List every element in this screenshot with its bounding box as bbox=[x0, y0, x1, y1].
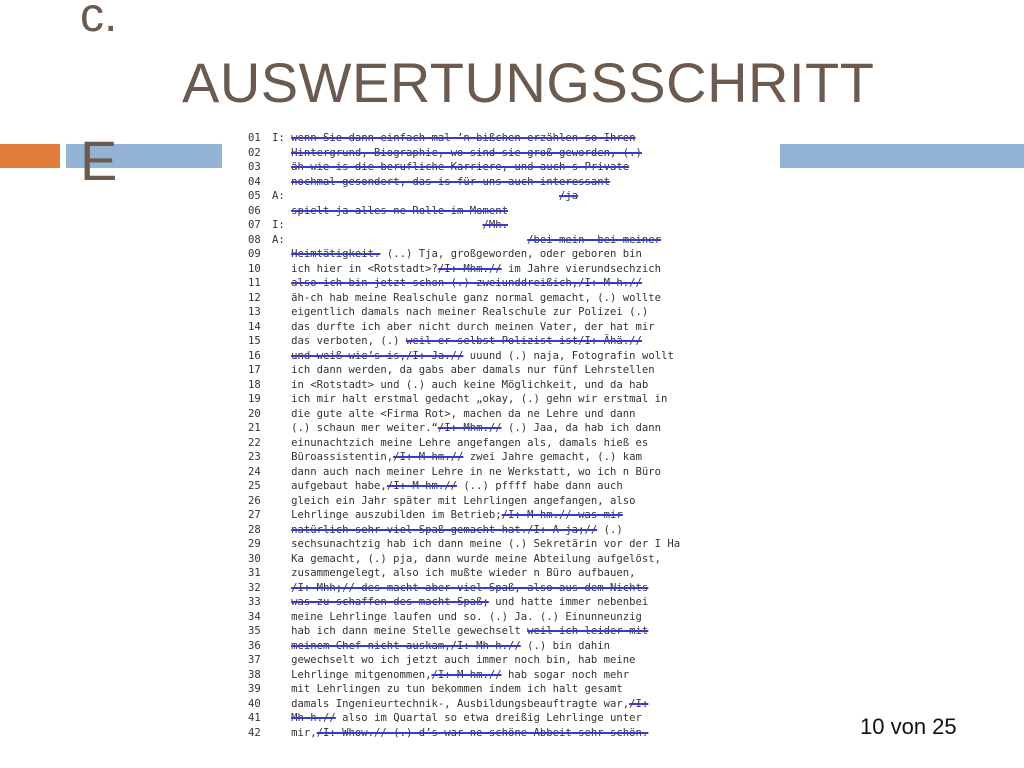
transcript-line bbox=[248, 392, 778, 407]
line-text bbox=[272, 233, 778, 248]
line-number: 08 bbox=[248, 233, 261, 246]
struck-text: was zu schaffen des macht Spaß; bbox=[291, 596, 489, 608]
text-segment bbox=[272, 161, 291, 173]
line-number: 20 bbox=[248, 407, 261, 420]
line-number: 35 bbox=[248, 625, 261, 637]
line-number: 10 bbox=[248, 262, 261, 275]
line-text bbox=[272, 291, 778, 306]
transcript-line bbox=[248, 726, 778, 741]
text-segment: A: bbox=[272, 233, 528, 246]
text-segment: ich dann werden, da gabs aber damals nur fünf Lehrstellen bbox=[272, 364, 655, 376]
transcript-line bbox=[248, 363, 778, 378]
transcript-line bbox=[248, 639, 778, 654]
line-text bbox=[272, 639, 778, 654]
text-segment: sechsunachtzig hab ich dann meine (.) Sekretärin vor der I Ha bbox=[272, 538, 681, 550]
struck-text: natürlich sehr viel Spaß gemacht hat./I: A-ja;// bbox=[291, 523, 598, 536]
struck-text: wenn Sie dann einfach mal ’n bißchen erzählen so Ihren bbox=[291, 132, 636, 144]
line-text bbox=[272, 334, 778, 349]
transcript-line bbox=[248, 465, 778, 480]
line-text bbox=[272, 247, 778, 262]
line-text bbox=[272, 465, 778, 480]
transcript-line bbox=[248, 479, 778, 494]
transcript-line bbox=[248, 378, 778, 393]
accent-bar-blue-right bbox=[780, 144, 1024, 168]
line-text bbox=[272, 436, 778, 451]
text-segment: (.) bbox=[597, 523, 623, 536]
line-text bbox=[272, 595, 778, 610]
text-segment: das durfte ich aber nicht durch meinen Vater, der hat mir bbox=[272, 320, 655, 333]
text-segment bbox=[272, 147, 291, 159]
line-number: 12 bbox=[248, 291, 261, 304]
transcript-line bbox=[248, 131, 778, 146]
text-segment: meine Lehrlinge laufen und so. (.) Ja. (.) Einunneunzig bbox=[272, 610, 642, 623]
line-text bbox=[272, 668, 778, 683]
line-text bbox=[272, 508, 778, 523]
line-text bbox=[272, 320, 778, 335]
struck-text: /Mh. bbox=[482, 219, 508, 231]
line-number: 04 bbox=[248, 175, 261, 188]
text-segment: hab ich dann meine Stelle gewechselt bbox=[272, 625, 528, 637]
transcript-line bbox=[248, 508, 778, 523]
struck-text: /I: Whow.// (.) d’s war ne schöne Abbeit sehr schön. bbox=[316, 726, 649, 739]
line-text bbox=[272, 262, 778, 277]
text-segment: im Jahre vierundsechzich bbox=[501, 262, 662, 275]
line-text bbox=[272, 378, 778, 393]
transcript-line bbox=[248, 450, 778, 465]
text-segment: einunachtzich meine Lehre angefangen als, damals hieß es bbox=[272, 436, 649, 449]
text-segment: mir, bbox=[272, 726, 317, 739]
line-text bbox=[272, 552, 778, 567]
line-number: 22 bbox=[248, 436, 261, 449]
struck-text: und weiß wie’s is,/I: Ja.// bbox=[291, 349, 464, 362]
struck-text: /I: M-hm.// was mir bbox=[501, 509, 623, 521]
text-segment bbox=[272, 277, 291, 289]
line-text bbox=[272, 523, 778, 538]
line-number: 39 bbox=[248, 683, 261, 695]
text-segment bbox=[272, 640, 291, 652]
transcript-line bbox=[248, 320, 778, 335]
page-title-continuation: E bbox=[80, 129, 118, 192]
line-number: 01 bbox=[248, 132, 261, 144]
line-text bbox=[272, 624, 778, 639]
text-segment: aufgebaut habe, bbox=[272, 480, 387, 492]
struck-text: /I: M-hm.// bbox=[431, 668, 502, 681]
text-segment bbox=[272, 205, 291, 217]
transcript-line bbox=[248, 262, 778, 277]
line-text bbox=[272, 726, 778, 741]
line-text bbox=[272, 711, 778, 726]
text-segment: A: bbox=[272, 190, 560, 202]
line-number: 03 bbox=[248, 161, 261, 173]
text-segment bbox=[272, 712, 291, 724]
struck-text: Hintergrund, Biographie, wo sind sie groß geworden, (.) bbox=[291, 146, 642, 159]
text-segment: Lehrlinge mitgenommen, bbox=[272, 668, 432, 681]
line-text bbox=[272, 421, 778, 436]
line-number: 40 bbox=[248, 697, 261, 710]
text-segment: (..) Tja, großgeworden, oder geboren bin bbox=[380, 248, 642, 260]
line-number: 31 bbox=[248, 567, 261, 579]
struck-text: meinem Chef nicht auskam,/I: Mh-h.// bbox=[291, 639, 521, 652]
transcript-line bbox=[248, 436, 778, 451]
line-number: 25 bbox=[248, 480, 261, 492]
transcript-line bbox=[248, 697, 778, 712]
transcript-line bbox=[248, 233, 778, 248]
text-segment: Büroassistentin, bbox=[272, 451, 394, 463]
accent-bar-orange bbox=[0, 144, 60, 168]
transcript-line bbox=[248, 668, 778, 683]
line-text bbox=[272, 392, 778, 407]
line-number: 24 bbox=[248, 465, 261, 478]
struck-text: /I: Mhh;// des macht aber viel Spaß, also aus dem Nichts bbox=[291, 581, 649, 594]
struck-text: äh wie is die berufliche Karriere, und auch s Private bbox=[291, 161, 630, 173]
line-text bbox=[272, 581, 778, 596]
line-text bbox=[272, 204, 778, 219]
line-number: 32 bbox=[248, 581, 261, 594]
text-segment: (.) bin dahin bbox=[520, 639, 611, 652]
struck-text: /ja bbox=[559, 190, 579, 202]
text-segment: hab sogar noch mehr bbox=[501, 668, 630, 681]
line-number: 07 bbox=[248, 219, 261, 231]
line-number: 18 bbox=[248, 378, 261, 391]
transcript-line bbox=[248, 682, 778, 697]
text-segment: damals Ingenieurtechnik-, Ausbildungsbeauftragte war, bbox=[272, 697, 630, 710]
line-number: 28 bbox=[248, 523, 261, 536]
text-segment: das verboten, (.) bbox=[272, 335, 406, 347]
line-number: 02 bbox=[248, 146, 261, 159]
struck-text: /I: Mhm.// bbox=[437, 422, 502, 434]
transcript-line bbox=[248, 552, 778, 567]
transcript-line bbox=[248, 175, 778, 190]
transcript-line bbox=[248, 494, 778, 509]
text-segment: I: bbox=[272, 132, 292, 144]
struck-text: /bei mein- bei meiner bbox=[527, 233, 662, 246]
text-segment: I: bbox=[272, 219, 483, 231]
line-number: 06 bbox=[248, 204, 261, 217]
struck-text: /I: bbox=[629, 697, 649, 710]
text-segment: also im Quartal so etwa dreißig Lehrlinge unter bbox=[335, 712, 642, 724]
transcript-line bbox=[248, 334, 778, 349]
line-text bbox=[272, 494, 778, 509]
line-number: 21 bbox=[248, 422, 261, 434]
line-text bbox=[272, 450, 778, 465]
transcript-line bbox=[248, 711, 778, 726]
line-number: 34 bbox=[248, 610, 261, 623]
transcript-line bbox=[248, 421, 778, 436]
interview-transcript bbox=[248, 131, 778, 740]
text-segment bbox=[272, 596, 291, 608]
struck-text: /I: M-hm.// bbox=[386, 480, 457, 492]
page-number: 10 von 25 bbox=[860, 714, 957, 739]
transcript-line bbox=[248, 566, 778, 581]
line-text bbox=[272, 407, 778, 422]
line-number: 19 bbox=[248, 393, 261, 405]
line-number: 16 bbox=[248, 349, 261, 362]
text-segment: und hatte immer nebenbei bbox=[488, 596, 649, 608]
struck-text: Mh-h.// bbox=[291, 712, 336, 724]
line-number: 33 bbox=[248, 596, 261, 608]
transcript-line bbox=[248, 610, 778, 625]
line-text bbox=[272, 175, 778, 190]
text-segment: eigentlich damals nach meiner Realschule zur Polizei (.) bbox=[272, 306, 649, 318]
text-segment: (..) pffff habe dann auch bbox=[456, 480, 623, 492]
text-segment bbox=[272, 176, 291, 188]
line-number: 14 bbox=[248, 320, 261, 333]
text-segment: gleich ein Jahr später mit Lehrlingen angefangen, also bbox=[272, 494, 636, 507]
struck-text: /I: M-hm.// bbox=[393, 451, 464, 463]
transcript-line bbox=[248, 407, 778, 422]
line-text bbox=[272, 363, 778, 378]
struck-text: weil er selbst Polizist ist/I: Ähä.// bbox=[405, 335, 642, 347]
struck-text: nochmal gesondert, das is für uns auch interessant bbox=[291, 175, 611, 188]
transcript-line bbox=[248, 291, 778, 306]
text-segment: mit Lehrlingen zu tun bekommen indem ich halt gesamt bbox=[272, 683, 623, 695]
line-text bbox=[272, 146, 778, 161]
line-number: 23 bbox=[248, 451, 261, 463]
page-title: AUSWERTUNGSSCHRITT bbox=[182, 51, 875, 114]
transcript-line bbox=[248, 624, 778, 639]
transcript-line bbox=[248, 305, 778, 320]
transcript-line bbox=[248, 204, 778, 219]
text-segment: dann auch nach meiner Lehre in ne Werkstatt, wo ich n Büro bbox=[272, 465, 662, 478]
line-text bbox=[272, 305, 778, 320]
transcript-line bbox=[248, 276, 778, 291]
line-number: 36 bbox=[248, 639, 261, 652]
transcript-line bbox=[248, 595, 778, 610]
text-segment: zwei Jahre gemacht, (.) kam bbox=[463, 451, 642, 463]
line-number: 42 bbox=[248, 726, 261, 739]
text-segment bbox=[272, 248, 291, 260]
text-segment: ich mir halt erstmal gedacht „okay, (.) gehn wir erstmal in bbox=[272, 393, 668, 405]
text-segment: zusammengelegt, also ich mußte wieder n Büro aufbauen, bbox=[272, 567, 636, 579]
line-number: 37 bbox=[248, 654, 261, 666]
text-segment: (.) schaun mer weiter.“ bbox=[272, 422, 438, 434]
line-text bbox=[272, 349, 778, 364]
line-number: 15 bbox=[248, 335, 261, 347]
text-segment bbox=[272, 524, 291, 536]
line-number: 11 bbox=[248, 277, 261, 289]
line-text bbox=[272, 218, 778, 233]
text-segment: in <Rotstadt> und (.) auch keine Möglichkeit, und da hab bbox=[272, 378, 649, 391]
line-number: 09 bbox=[248, 248, 261, 260]
line-number: 17 bbox=[248, 364, 261, 376]
line-text bbox=[272, 653, 778, 668]
transcript-line bbox=[248, 523, 778, 538]
line-number: 05 bbox=[248, 190, 261, 202]
line-text bbox=[272, 479, 778, 494]
line-number: 13 bbox=[248, 306, 261, 318]
text-segment: gewechselt wo ich jetzt auch immer noch bin, hab meine bbox=[272, 654, 636, 666]
line-text bbox=[272, 566, 778, 581]
line-text bbox=[272, 537, 778, 552]
text-segment: ich hier in <Rotstadt>? bbox=[272, 262, 438, 275]
line-number: 27 bbox=[248, 509, 261, 521]
line-text bbox=[272, 697, 778, 712]
struck-text: also ich bin jetzt schon (.) zweiunddreißich,/I: M-h.// bbox=[291, 277, 642, 289]
transcript-line bbox=[248, 581, 778, 596]
line-text bbox=[272, 131, 778, 146]
text-segment: (.) Jaa, da hab ich dann bbox=[501, 422, 662, 434]
transcript-line bbox=[248, 189, 778, 204]
line-number: 38 bbox=[248, 668, 261, 681]
line-text bbox=[272, 160, 778, 175]
line-text bbox=[272, 682, 778, 697]
text-segment: Lehrlinge auszubilden im Betrieb; bbox=[272, 509, 502, 521]
line-text bbox=[272, 610, 778, 625]
struck-text: Heimtätigkeit. bbox=[291, 248, 381, 260]
struck-text: weil ich leider mit bbox=[527, 625, 649, 637]
transcript-line bbox=[248, 218, 778, 233]
struck-text: /I: Mhm.// bbox=[437, 262, 502, 275]
line-number: 26 bbox=[248, 494, 261, 507]
line-number: 29 bbox=[248, 538, 261, 550]
text-segment: äh-ch hab meine Realschule ganz normal gemacht, (.) wollte bbox=[272, 291, 662, 304]
line-text bbox=[272, 189, 778, 204]
line-text bbox=[272, 276, 778, 291]
text-segment bbox=[272, 582, 291, 594]
transcript-line bbox=[248, 160, 778, 175]
transcript-line bbox=[248, 349, 778, 364]
line-number: 30 bbox=[248, 552, 261, 565]
line-number: 41 bbox=[248, 712, 261, 724]
transcript-line bbox=[248, 653, 778, 668]
transcript-line bbox=[248, 146, 778, 161]
text-segment: die gute alte <Firma Rot>, machen da ne Lehre und dann bbox=[272, 407, 636, 420]
title-prefix: c. bbox=[80, 0, 118, 42]
text-segment: Ka gemacht, (.) pja, dann wurde meine Abteilung aufgelöst, bbox=[272, 552, 662, 565]
struck-text: spielt ja alles ne Rolle im Moment bbox=[291, 204, 508, 217]
text-segment bbox=[272, 350, 291, 362]
text-segment: uuund (.) naja, Fotografin wollt bbox=[463, 349, 674, 362]
transcript-line bbox=[248, 247, 778, 262]
transcript-line bbox=[248, 537, 778, 552]
